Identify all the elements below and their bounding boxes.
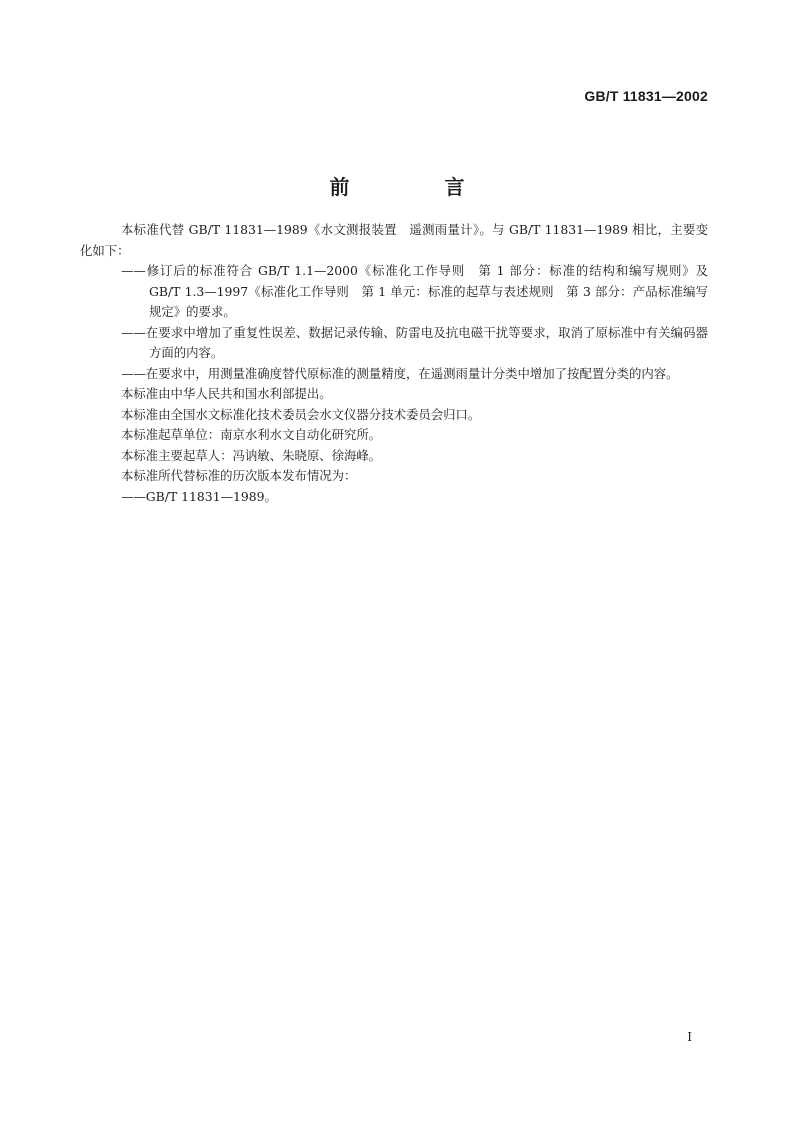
page-title: 前 言 [329, 175, 509, 200]
history-item-1: ——GB/T 11831—1989。 [121, 488, 277, 504]
page-number: I [687, 1030, 692, 1044]
drafting-unit-paragraph: 本标准起草单位：南京水利水文自动化研究所。 [121, 427, 382, 442]
administered-by-paragraph: 本标准由全国水文标准化技术委员会水文仪器分技术委员会归口。 [121, 406, 481, 422]
change-item-1: ——修订后的标准符合 GB/T 1.1—2000《标准化工作导则 第 1 部分：标准的结构和编写规则》及 GB/T 1.3—1997《标准化工作导则 第 1 单元：标准的起草与表述规则 第 3 部分：产品标准编写规定》的要求。 [121, 263, 708, 319]
foreword-body [80, 220, 708, 507]
history-intro-paragraph: 本标准所代替标准的历次版本发布情况为： [121, 468, 357, 483]
standard-code: GB/T 11831—2002 [584, 88, 708, 104]
drafters-paragraph: 本标准主要起草人：冯讷敏、朱晓原、徐海峰。 [121, 447, 382, 463]
intro-paragraph: 本标准代替 GB/T 11831—1989《水文测报装置 遥测雨量计》。与 GB/T 11831—1989 相比，主要变化如下： [80, 222, 708, 258]
change-item-2: ——在要求中增加了重复性误差、数据记录传输、防雷电及抗电磁干扰等要求，取消了原标准中有关编码器方面的内容。 [121, 324, 708, 360]
proposed-by-paragraph: 本标准由中华人民共和国水利部提出。 [121, 386, 332, 401]
change-item-3: ——在要求中，用测量准确度替代原标准的测量精度，在遥测雨量计分类中增加了按配置分类的内容。 [121, 365, 679, 381]
